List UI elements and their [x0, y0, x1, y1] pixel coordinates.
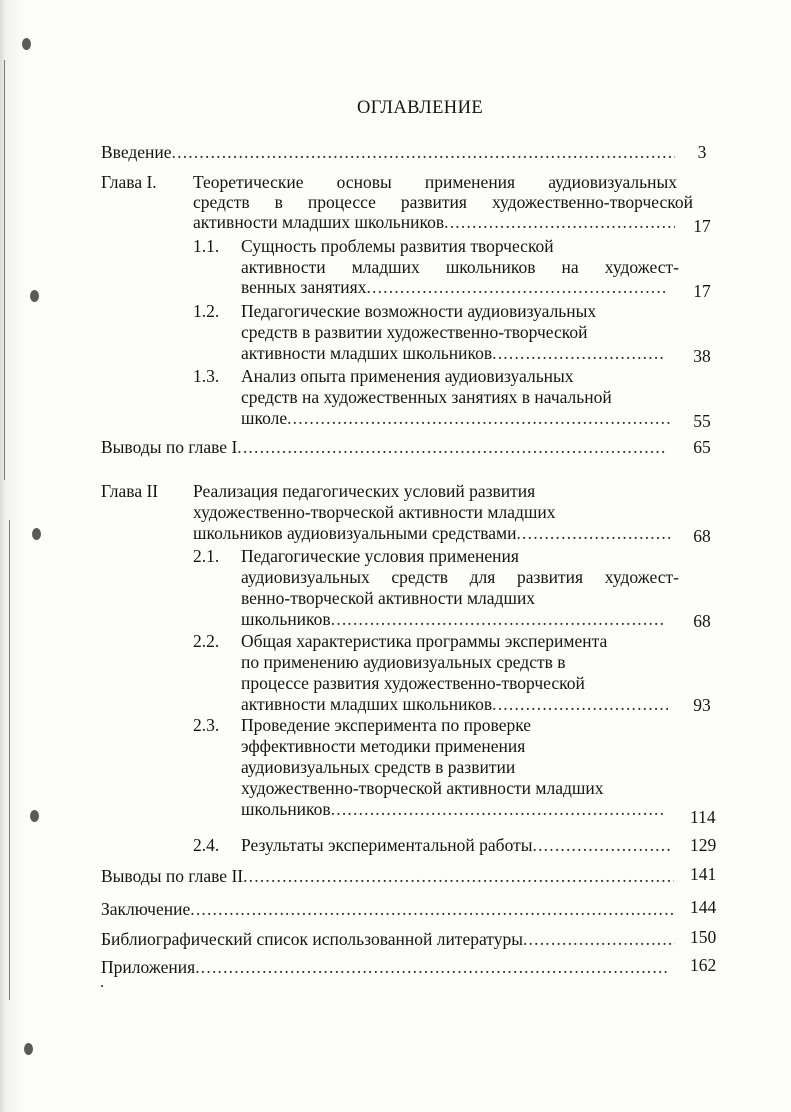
chapter-label: Глава I. — [101, 172, 157, 192]
toc-entry-conclusions-ch2[interactable] — [101, 866, 674, 886]
section-number: 2.3. — [193, 715, 220, 735]
toc-entry-line: аудиовизуальных средств для развития художест- — [241, 567, 679, 587]
dot-leader — [331, 799, 666, 819]
toc-entry-line: средств на художественных занятиях в начальной — [241, 387, 612, 407]
toc-entry-label: Введение — [101, 142, 172, 162]
section-number: 2.4. — [193, 835, 220, 855]
toc-entry-appendices[interactable] — [101, 957, 667, 977]
toc-page-number: 141 — [690, 864, 717, 884]
punch-hole-mark — [30, 290, 39, 302]
toc-entry-line: средств в процессе развития художественно-творческой — [193, 192, 693, 212]
dot-leader — [331, 609, 666, 629]
toc-page-number: 129 — [690, 835, 717, 855]
toc-entry-line: эффективности методики применения — [241, 736, 526, 756]
dot-leader — [516, 523, 673, 543]
toc-entry-label: школьников аудиовизуальными средствами — [193, 523, 517, 543]
dot-leader — [237, 437, 665, 457]
scan-artifact-line — [9, 520, 10, 1000]
toc-entry-line: Теоретические основы применения аудиовизуальных — [193, 172, 677, 192]
toc-page-number: 38 — [693, 346, 711, 366]
toc-entry-section-2-1[interactable] — [241, 609, 666, 629]
toc-entry-line: активности младших школьников на художест- — [241, 257, 679, 277]
section-number: 1.1. — [193, 236, 220, 256]
toc-entry-chapter1[interactable] — [193, 212, 675, 232]
toc-entry-label: активности младших школьников — [241, 694, 493, 714]
toc-entry-section-2-2[interactable] — [241, 694, 668, 714]
dot-leader — [492, 694, 668, 714]
toc-entry-line: по применению аудиовизуальных средств в — [241, 652, 566, 672]
toc-entry-line: Педагогические условия применения — [241, 546, 519, 566]
toc-page-number: 3 — [697, 142, 707, 162]
toc-entry-conclusions-ch1[interactable] — [101, 437, 665, 457]
section-number: 1.2. — [193, 301, 220, 321]
section-number: 2.2. — [193, 631, 220, 651]
toc-entry-section-1-3[interactable] — [241, 408, 673, 428]
toc-entry-label: школе — [241, 408, 288, 428]
toc-page-number: 114 — [690, 807, 716, 827]
toc-entry-label: школьников — [241, 799, 331, 819]
toc-entry-line: Реализация педагогических условий развития — [193, 481, 536, 501]
toc-page-number: 55 — [693, 411, 711, 431]
scan-speck — [101, 985, 103, 987]
punch-hole-mark — [32, 528, 41, 540]
toc-page-number: 144 — [690, 897, 717, 917]
toc-page-number: 65 — [693, 437, 711, 457]
toc-page-number: 93 — [693, 695, 711, 715]
toc-entry-section-1-1[interactable] — [241, 277, 666, 297]
section-number: 2.1. — [193, 546, 220, 566]
toc-entry-line: венно-творческой активности младших — [241, 588, 536, 608]
toc-entry-chapter2[interactable] — [193, 523, 673, 543]
toc-entry-label: Выводы по главе I — [101, 437, 238, 457]
scan-artifact-line — [4, 60, 5, 480]
toc-entry-label: Приложения — [101, 957, 196, 977]
dot-leader — [523, 929, 675, 949]
toc-entry-label: Результаты экспериментальной работы — [241, 835, 533, 855]
toc-entry-section-2-4[interactable] — [241, 835, 673, 855]
toc-page-number: 162 — [690, 955, 717, 975]
toc-entry-conclusion[interactable] — [101, 899, 676, 919]
toc-entry-line: Сущность проблемы развития творческой — [241, 236, 554, 256]
punch-hole-mark — [24, 1043, 33, 1055]
dot-leader — [366, 277, 666, 297]
dot-leader — [287, 408, 673, 428]
toc-page-number: 17 — [693, 281, 711, 301]
toc-entry-label: Библиографический список использованной литературы — [101, 929, 523, 949]
toc-entry-line: аудиовизуальных средств в развитии — [241, 757, 516, 777]
toc-entry-bibliography[interactable] — [101, 929, 675, 949]
toc-entry-line: Общая характеристика программы эксперимента — [241, 631, 608, 651]
toc-entry-line: художественно-творческой активности младших — [241, 778, 604, 798]
punch-hole-mark — [30, 810, 39, 822]
page-title: ОГЛАВЛЕНИЕ — [356, 98, 484, 118]
dot-leader — [444, 212, 675, 232]
scan-left-edge — [0, 0, 40, 1112]
toc-entry-label: венных занятиях — [241, 277, 367, 297]
chapter-label: Глава II — [101, 481, 159, 501]
toc-entry-line: средств в развитии художественно-творческой — [241, 322, 588, 342]
toc-page-number: 17 — [693, 216, 711, 236]
toc-entry-line: Проведение эксперимента по проверке — [241, 715, 532, 735]
toc-entry-label: Выводы по главе II — [101, 866, 244, 886]
toc-entry-section-2-3[interactable] — [241, 799, 666, 819]
toc-page-number: 68 — [693, 526, 711, 546]
toc-entry-label: школьников — [241, 609, 331, 629]
toc-entry-label: активности младших школьников — [241, 343, 493, 363]
toc-entry-line: процессе развития художественно-творческой — [241, 673, 585, 693]
dot-leader — [492, 343, 663, 363]
toc-entry-line: Педагогические возможности аудиовизуальных — [241, 301, 597, 321]
section-number: 1.3. — [193, 366, 220, 386]
dot-leader — [195, 957, 667, 977]
dot-leader — [533, 835, 673, 855]
toc-page-number: 150 — [690, 927, 717, 947]
dot-leader — [190, 899, 676, 919]
dot-leader — [243, 866, 674, 886]
toc-entry-line: Анализ опыта применения аудиовизуальных — [241, 366, 574, 386]
toc-entry-intro[interactable] — [101, 142, 675, 162]
toc-entry-label: активности младших школьников — [193, 212, 445, 232]
toc-entry-line: художественно-творческой активности младших — [193, 502, 556, 522]
dot-leader — [172, 142, 675, 162]
toc-page-number: 68 — [693, 611, 711, 631]
toc-entry-label: Заключение — [101, 899, 191, 919]
toc-entry-section-1-2[interactable] — [241, 343, 663, 363]
punch-hole-mark — [22, 38, 31, 50]
